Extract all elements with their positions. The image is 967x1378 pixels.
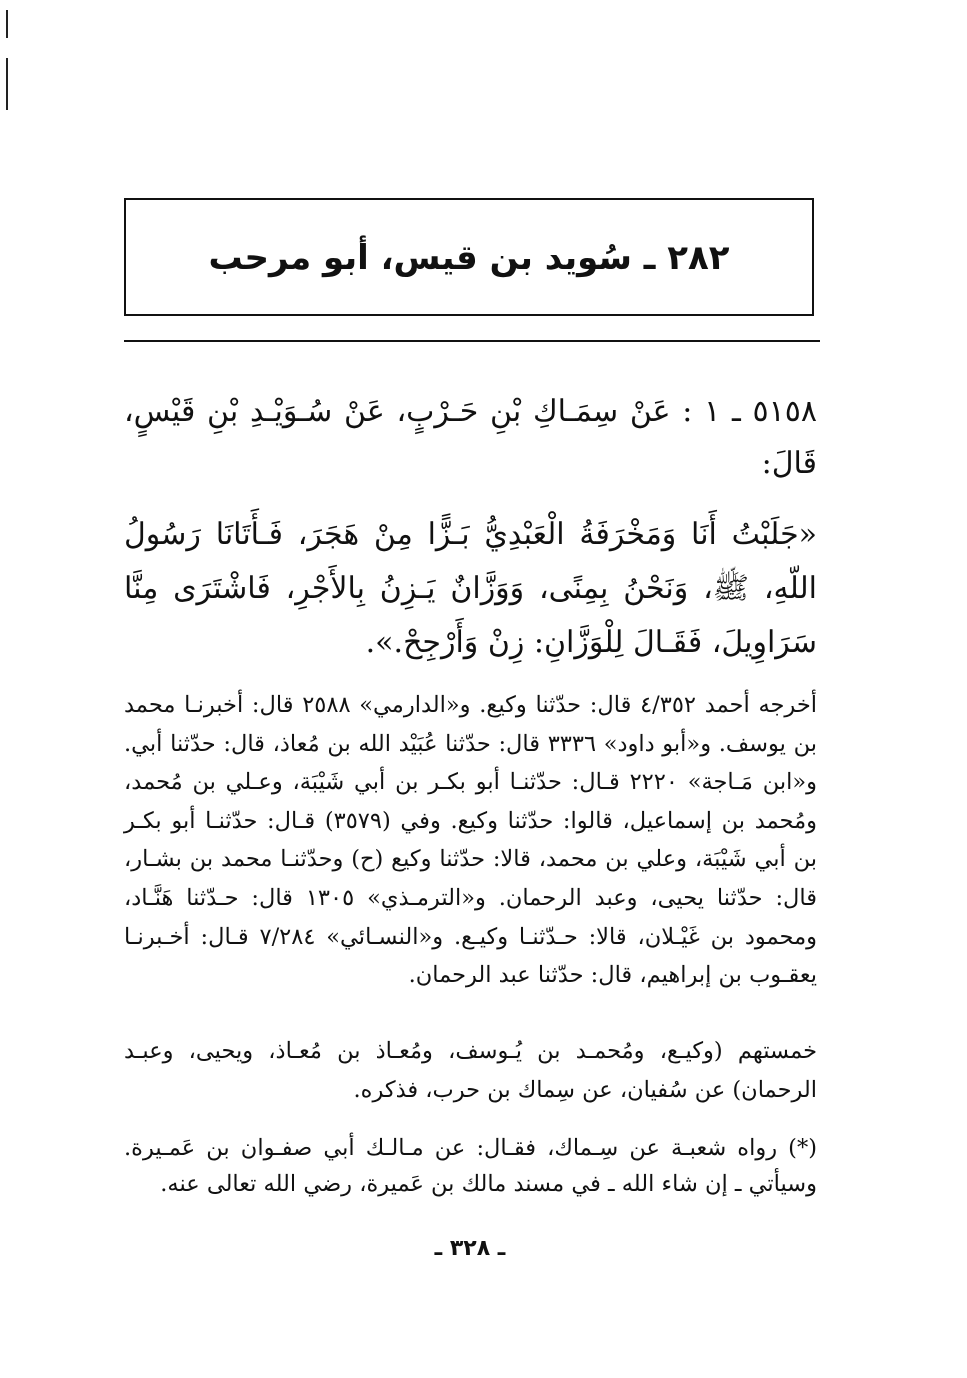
scan-edge-mark <box>6 58 8 110</box>
hadith-chain: ٥١٥٨ ـ ١ : عَنْ سِمَـاكِ بْنِ حَـرْبٍ، عَنْ سُـوَيْـدِ بْنِ قَيْسٍ، قَالَ: <box>124 394 817 481</box>
page-number: ـ ٣٢٨ ـ <box>434 1236 506 1261</box>
scan-edge-mark <box>6 10 8 38</box>
chapter-title: ٢٨٢ ـ سُويد بن قيس، أبو مرحب <box>208 238 730 278</box>
footnote-paragraph: (*) رواه شعبـة عن سِـماك، فقـال: عن مـالـك أبي صفـوان بن عَمـيرة. وسيأتي ـ إن شاء الله ـ في مسند مالك بن عَميرة، رضي الله تعالى عنه. <box>124 1135 817 1197</box>
takhrij-paragraph: أخرجه أحمد ٤/٣٥٢ قال: حدّثنا وكيع. و«الدارمي» ٢٥٨٨ قال: أخبرنـا محمد بن يوسف. و«أبو داود» ٣٣٣٦ قال: حدّثنا عُبَيْد الله بن مُعاذ، قال: حدّثنا أبي. و«ابن مَـاجة» ٢٢٢٠ قـال: حدّثنـا أبو بكـر بن أبي شَيْبَة، وعـلي بن مُحمد، ومُحمد بن إسماعيل، قالوا: حدّثنا وكيع. وفي (٣٥٧٩) قـال: حدّثنـا أبو بكـر بن أبي شَيْبَة، وعلي بن محمد، قالا: حدّثنا وكيع (ح) وحدّثنـا محمد بن بشـار، قال: حدّثنا يحيى، وعبد الرحمان. و«الترمـذي» ١٣٠٥ قال: حـدّثنا هَنَّـاد، ومحمود بن غَيْـلان، قالا: حـدّثنـا وكيـع. و«النسـائي» ٧/٢٨٤ قـال: أخـبرنـا يعقـوب بن إبراهيم، قال: حدّثنا عبد الرحمان. <box>124 692 818 989</box>
horizontal-rule <box>124 340 820 342</box>
hadith-text: «جَلَبْتُ أَنَا وَمَخْرَفَةُ الْعَبْدِيُّ بَـزًّا مِنْ هَجَرَ، فَـأَتَانَا رَسُولُ اللّهِ، ﷺ، وَنَحْنُ بِمِنًى، وَوَزَّانٌ يَـزِنُ بِالأَجْرِ، فَاشْتَرَى مِنَّا سَرَاوِيلَ، فَقَـالَ لِلْوَزَّانِ: زِنْ وَأَرْجِحْ.». <box>124 517 817 660</box>
summary-paragraph: خمستهم (وكيـع، ومُحمـد بن يُـوسف، ومُعـاذ بن مُعـاذ، ويحيى، وعبـد الرحمان) عن سُفيان، عن سِماك بن حرب، فذكره. <box>124 1038 817 1103</box>
chapter-title-box <box>124 198 814 316</box>
